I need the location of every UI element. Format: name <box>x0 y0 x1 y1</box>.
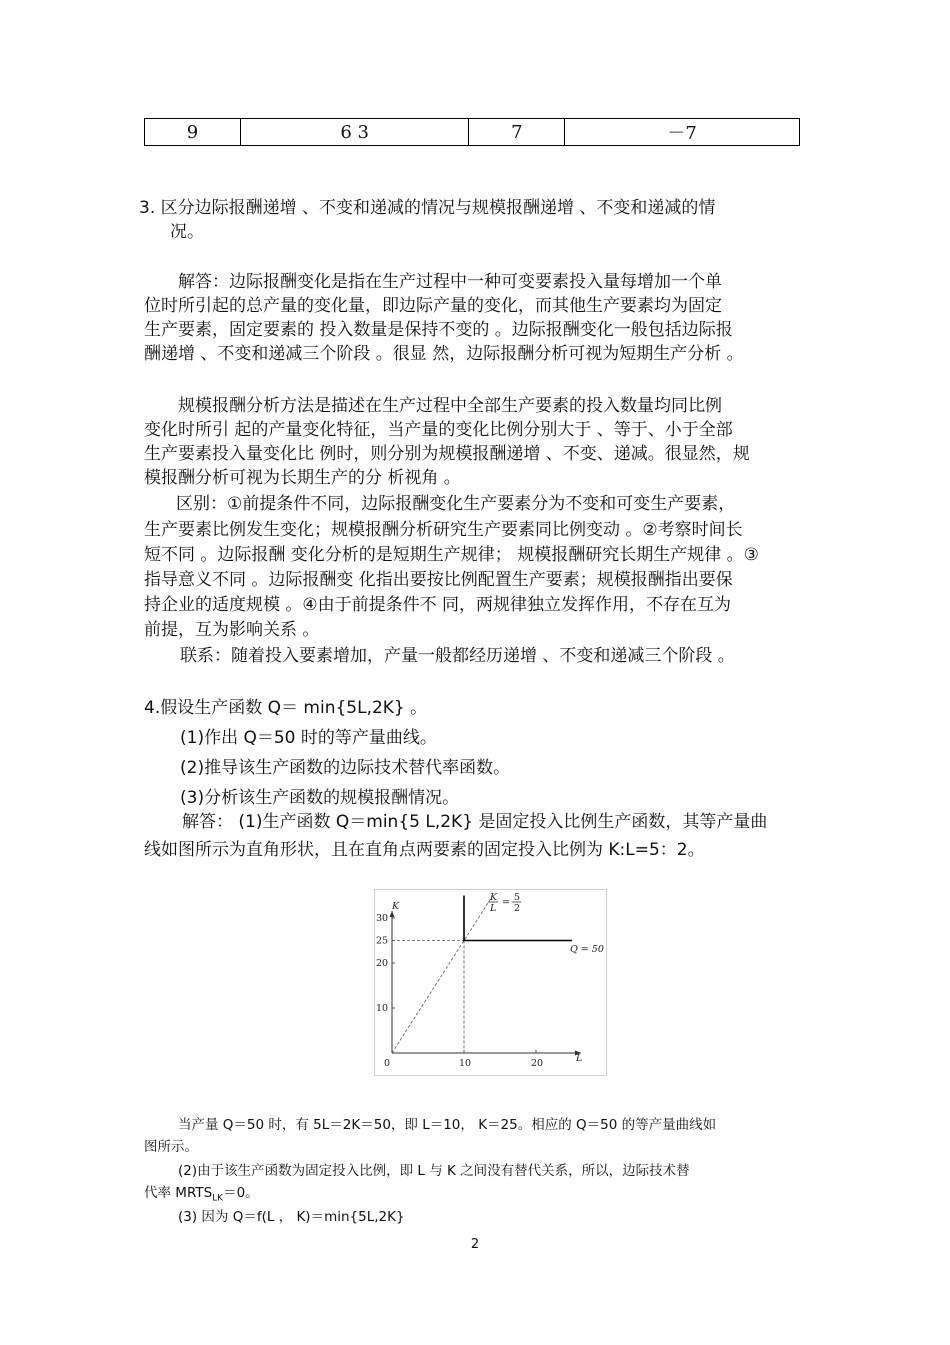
paragraph-line: 生产要素比例发生变化；规模报酬分析研究生产要素同比例变动 。②考察时间长 <box>144 520 743 540</box>
y-tick-label: 10 <box>376 1003 389 1014</box>
isoquant-chart <box>374 889 607 1076</box>
paragraph-line: 规模报酬分析方法是描述在生产过程中全部生产要素的投入数量均同比例 <box>178 396 722 416</box>
paragraph-line: 联系：随着投入要素增加，产量一般都经历递增 、不变和递减三个阶段 。 <box>180 646 735 666</box>
data-table <box>144 118 800 146</box>
ratio-label-equals: = <box>502 897 510 908</box>
table-cell: 7 <box>469 119 565 146</box>
paragraph-line: 指导意义不同 。边际报酬变 化指出要按比例配置生产要素；规模报酬指出要保 <box>144 570 733 590</box>
answer-line: 解答： (1)生产函数 Q＝min{5 L,2K} 是固定投入比例生产函数，其等产量曲 <box>182 812 768 832</box>
mrts-suffix: ＝0。 <box>223 1185 259 1201</box>
page-number: 2 <box>470 1237 480 1252</box>
ratio-label-l: L <box>490 903 497 914</box>
small-text-line: 当产量 Q＝50 时，有 5L＝2K＝50，即 L＝10， K＝25。相应的 Q＝50 的等产量曲线如 <box>178 1117 717 1133</box>
ratio-label-k: K <box>490 892 498 903</box>
paragraph-line: 生产要素，固定要素的 投入数量是保持不变的 。边际报酬变化一般包括边际报 <box>144 320 733 340</box>
y-tick-label: 30 <box>376 913 389 924</box>
answer-line: 线如图所示为直角形状，且在直角点两要素的固定投入比例为 K:L=5：2。 <box>144 840 705 860</box>
x-tick-label: 10 <box>459 1058 472 1069</box>
isoquant-label: Q = 50 <box>570 944 604 955</box>
paragraph-line: 解答：边际报酬变化是指在生产过程中一种可变要素投入量每增加一个单 <box>178 272 722 292</box>
paragraph-line: 模报酬分析可视为长期生产的分 析视角 。 <box>144 468 461 488</box>
x-tick-label: 0 <box>384 1058 391 1069</box>
list-item: (1)作出 Q＝50 时的等产量曲线。 <box>180 728 437 748</box>
list-item: (3)分析该生产函数的规模报酬情况。 <box>180 788 460 808</box>
table-cell: －7 <box>565 119 800 146</box>
paragraph-line: 短不同 。边际报酬 变化分析的是短期生产规律； 规模报酬研究长期生产规律 。③ <box>144 545 759 565</box>
y-axis-label: K <box>392 901 400 912</box>
table-cell: 9 <box>145 119 241 146</box>
x-tick-label: 20 <box>531 1058 544 1069</box>
small-text-line: 图所示。 <box>144 1139 198 1155</box>
table-cell: 6 3 <box>240 119 468 146</box>
paragraph-line: 持企业的适度规模 。④由于前提条件不 同，两规律独立发挥作用，不存在互为 <box>144 595 732 615</box>
isoquant-figure <box>374 889 607 1076</box>
x-axis-label: L <box>576 1053 583 1064</box>
table-row <box>145 119 800 146</box>
figure-frame <box>375 890 607 1076</box>
expansion-ray <box>392 896 493 1054</box>
paragraph-line: 位时所引起的总产量的变化量，即边际产量的变化，而其他生产要素均为固定 <box>144 296 722 316</box>
mrts-subscript: LK <box>212 1193 224 1204</box>
mrts-line <box>144 1184 259 1209</box>
paragraph-line: 生产要素投入量变化比 例时，则分别为规模报酬递增 、不变、递减。很显然，规 <box>144 444 750 464</box>
ratio-label-den: 2 <box>514 903 521 914</box>
list-item: (2)推导该生产函数的边际技术替代率函数。 <box>180 758 511 778</box>
paragraph-line: 区别：①前提条件不同，边际报酬变化生产要素分为不变和可变生产要素， <box>176 494 736 514</box>
paragraph-line: 酬递增 、不变和递减三个阶段 。很显 然，边际报酬分析可视为短期生产分析 。 <box>144 344 744 364</box>
plot-area <box>376 896 581 1070</box>
y-tick-label: 25 <box>376 935 389 947</box>
small-text-line: (2)由于该生产函数为固定投入比例，即 L 与 K 之间没有替代关系，所以，边际技术替 <box>178 1163 690 1179</box>
paragraph-line: 前提，互为影响关系 。 <box>144 620 320 640</box>
ratio-label-num: 5 <box>514 892 521 903</box>
question-3-title: 3. 区分边际报酬递增 、不变和递减的情况与规模报酬递增 、不变和递减的情 <box>139 198 716 218</box>
y-tick-label: 20 <box>376 958 389 969</box>
question-4-title: 4.假设生产函数 Q＝ min{5L,2K} 。 <box>144 698 428 718</box>
question-3-title-cont: 况。 <box>170 222 204 242</box>
mrts-prefix: 代率 MRTS <box>144 1185 213 1201</box>
paragraph-line: 变化时所引 起的产量变化特征，当产量的变化比例分别大于 、等于、小于全部 <box>144 420 733 440</box>
small-text-line: (3) 因为 Q＝f(L ， K)＝min{5L,2K} <box>178 1209 405 1225</box>
